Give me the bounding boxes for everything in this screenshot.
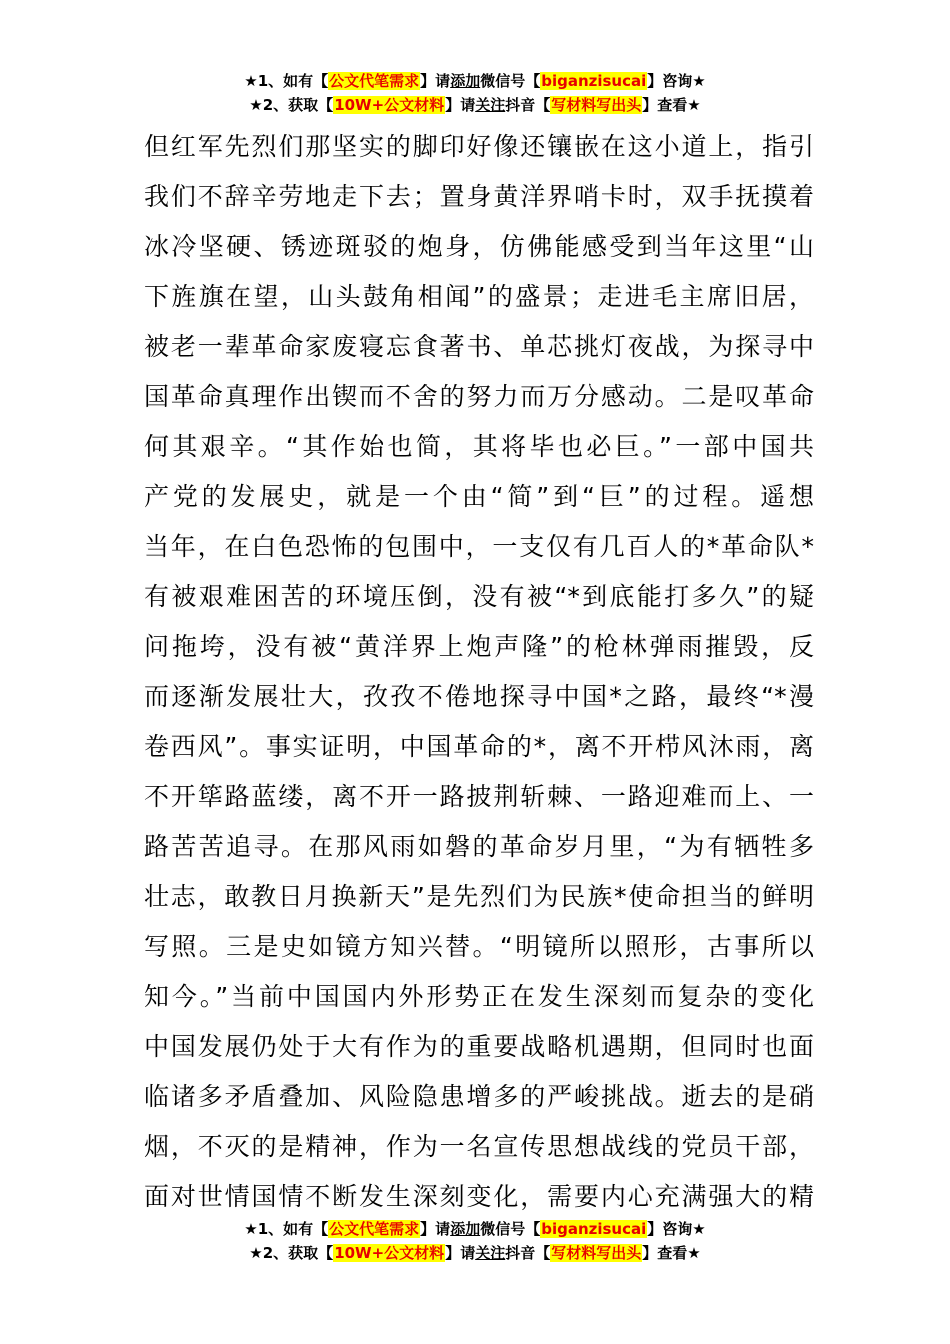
banner-text: 】请 <box>420 1220 451 1238</box>
header-banner <box>0 70 950 118</box>
body-text-line: 而逐渐发展壮大，孜孜不倦地探寻中国*之路，最终“*漫 <box>144 682 814 711</box>
banner-highlight-materials: 10W+公文材料 <box>334 1244 445 1262</box>
body-text-line: 临诸多矛盾叠加、风险隐患增多的严峻挑战。逝去的是硝 <box>144 1082 814 1111</box>
banner-underlined-word: 添加 <box>450 1220 481 1238</box>
body-text-line: 下旌旗在望，山头鼓角相闻”的盛景；走进毛主席旧居， <box>144 282 814 311</box>
banner-highlight-service: 公文代笔需求 <box>329 1220 420 1238</box>
body-text-line: 问拖垮，没有被“黄洋界上炮声隆”的枪林弹雨摧毁，反 <box>144 632 814 661</box>
banner-underlined-word: 添加 <box>450 72 481 90</box>
footer-banner <box>0 1218 950 1266</box>
body-text-line: 面对世情国情不断发生深刻变化，需要内心充满强大的精 <box>144 1182 814 1211</box>
banner-text: ★2、获取【 <box>249 96 334 114</box>
banner-highlight-douyin-account: 写材料写出头 <box>551 96 642 114</box>
banner-text: 微信号【 <box>480 1220 541 1238</box>
body-text-line: 我们不辞辛劳地走下去；置身黄洋界哨卡时，双手抚摸着 <box>144 182 814 211</box>
banner-highlight-materials: 10W+公文材料 <box>334 96 445 114</box>
body-text-line: 国革命真理作出锲而不舍的努力而万分感动。二是叹革命 <box>144 382 814 411</box>
body-text-line: 烟，不灭的是精神，作为一名宣传思想战线的党员干部， <box>144 1132 814 1161</box>
banner-text: 】咨询★ <box>647 72 706 90</box>
banner-underlined-word: 关注 <box>475 96 506 114</box>
banner-text: 】查看★ <box>642 96 701 114</box>
banner-text: 】请 <box>445 96 476 114</box>
body-text-line: 但红军先烈们那坚实的脚印好像还镶嵌在这小道上，指引 <box>144 132 814 161</box>
banner-line-2 <box>0 94 950 118</box>
banner-underlined-word: 关注 <box>475 1244 506 1262</box>
body-text-line: 有被艰难困苦的环境压倒，没有被“*到底能打多久”的疑 <box>144 582 814 611</box>
banner-text: 】请 <box>445 1244 476 1262</box>
banner-text: 抖音【 <box>505 96 551 114</box>
body-text-line: 卷西风”。事实证明，中国革命的*，离不开栉风沐雨，离 <box>144 732 814 761</box>
banner-highlight-wechat-id: biganzisucai <box>541 72 647 90</box>
banner-text: 】查看★ <box>642 1244 701 1262</box>
body-text-line: 被老一辈革命家废寝忘食著书、单芯挑灯夜战，为探寻中 <box>144 332 814 361</box>
banner-text: ★1、如有【 <box>244 1220 329 1238</box>
body-text-line: 路苦苦追寻。在那风雨如磐的革命岁月里，“为有牺牲多 <box>144 832 814 861</box>
banner-text: ★2、获取【 <box>249 1244 334 1262</box>
banner-highlight-douyin-account: 写材料写出头 <box>551 1244 642 1262</box>
body-text-line: 冰冷坚硬、锈迹斑驳的炮身，仿佛能感受到当年这里“山 <box>144 232 814 261</box>
body-text-line: 知今。”当前中国国内外形势正在发生深刻而复杂的变化 <box>144 982 814 1011</box>
banner-text: 微信号【 <box>480 72 541 90</box>
body-text-line: 当年，在白色恐怖的包围中，一支仅有几百人的*革命队* <box>144 532 814 561</box>
banner-text: ★1、如有【 <box>244 72 329 90</box>
banner-line-2 <box>0 1242 950 1266</box>
body-text-line: 写照。三是史如镜方知兴替。“明镜所以照形，古事所以 <box>144 932 814 961</box>
document-body <box>144 125 814 1225</box>
body-text-line: 产党的发展史，就是一个由“简”到“巨”的过程。遥想 <box>144 482 814 511</box>
banner-line-1 <box>0 70 950 94</box>
body-text-line: 壮志，敢教日月换新天”是先烈们为民族*使命担当的鲜明 <box>144 882 814 911</box>
banner-highlight-wechat-id: biganzisucai <box>541 1220 647 1238</box>
body-text-line: 不开筚路蓝缕，离不开一路披荆斩棘、一路迎难而上、一 <box>144 782 814 811</box>
body-text-line: 中国发展仍处于大有作为的重要战略机遇期，但同时也面 <box>144 1032 814 1061</box>
body-text-line: 何其艰辛。“其作始也简，其将毕也必巨。”一部中国共 <box>144 432 814 461</box>
banner-text: 】请 <box>420 72 451 90</box>
banner-highlight-service: 公文代笔需求 <box>329 72 420 90</box>
banner-text: 】咨询★ <box>647 1220 706 1238</box>
banner-text: 抖音【 <box>505 1244 551 1262</box>
banner-line-1 <box>0 1218 950 1242</box>
